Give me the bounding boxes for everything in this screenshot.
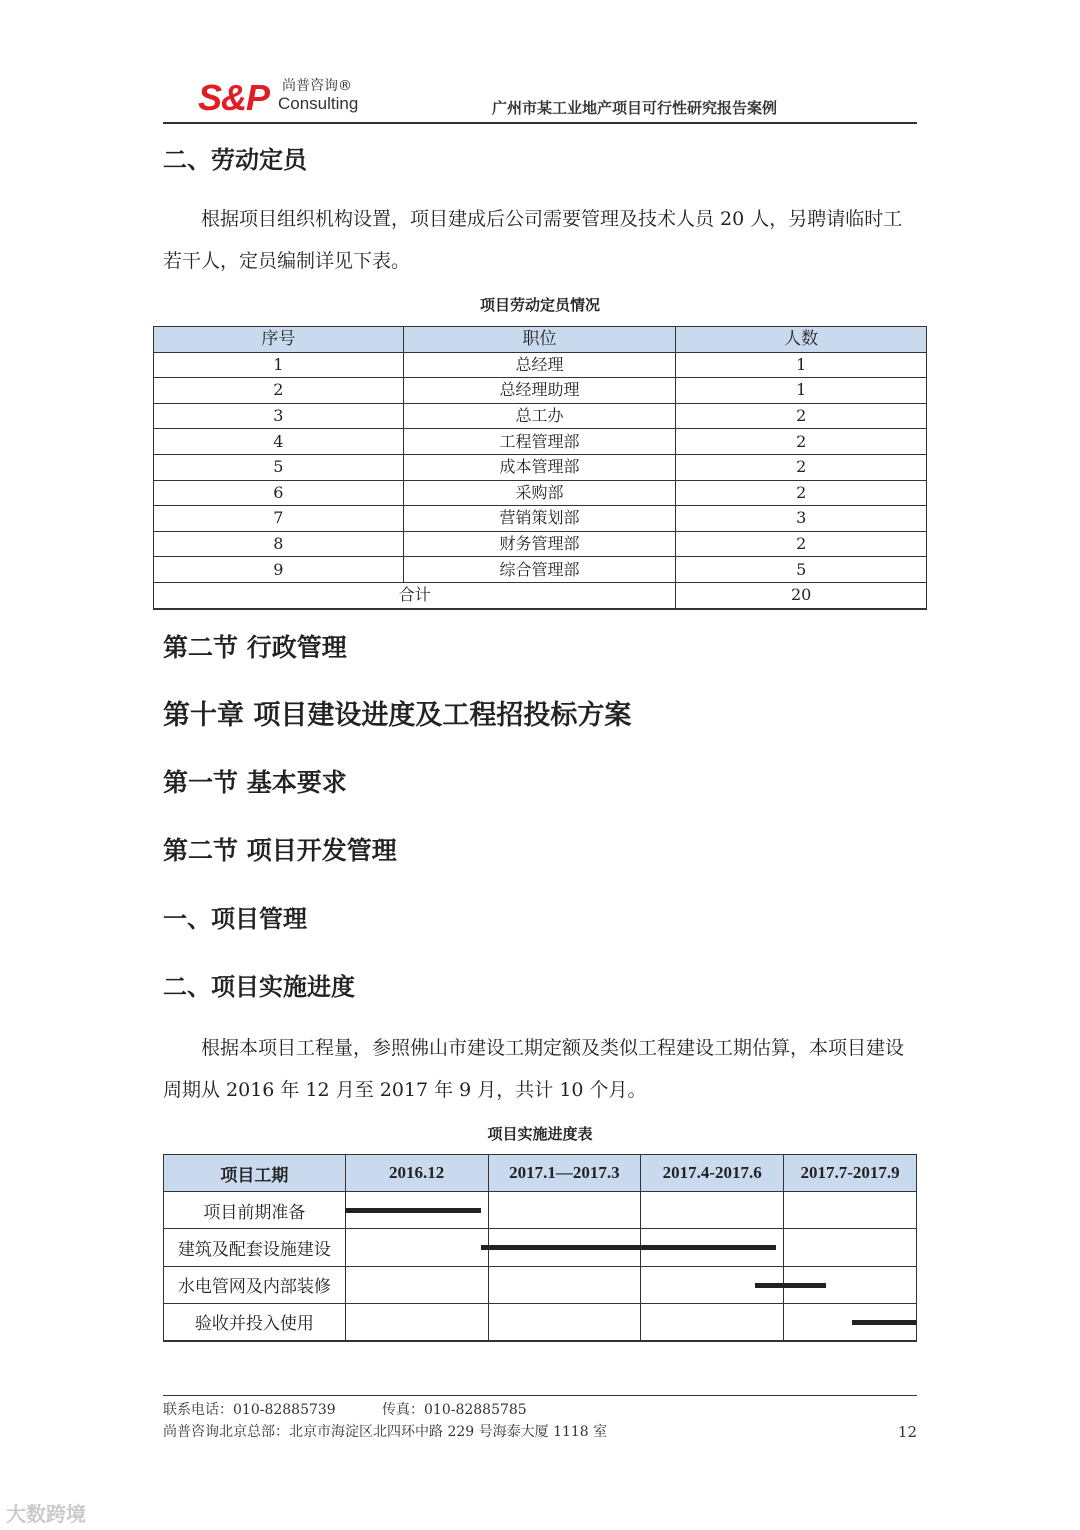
heading-chapter-10: 第十章 项目建设进度及工程招投标方案 <box>163 700 632 731</box>
heading-project-dev: 第二节 项目开发管理 <box>163 836 397 865</box>
gantt-bar <box>345 1208 481 1213</box>
gantt-bar <box>755 1283 826 1288</box>
footer-phone: 联系电话：010-82885739 <box>163 1402 336 1418</box>
table-row <box>154 506 927 532</box>
task-name: 水电管网及内部装修 <box>164 1266 346 1303</box>
footer-address: 尚普咨询北京总部：北京市海淀区北四环中路 229 号海泰大厦 1118 室 <box>163 1424 608 1440</box>
table-row <box>154 454 927 480</box>
col-header-index: 序号 <box>154 327 404 353</box>
gantt-header <box>164 1155 917 1192</box>
col-header-period-3: 2017.4-2017.6 <box>641 1155 784 1192</box>
gantt-row <box>164 1303 917 1341</box>
cell-position: 采购部 <box>403 480 676 506</box>
cell-index: 9 <box>154 557 404 583</box>
col-header-phase: 项目工期 <box>164 1155 346 1192</box>
progress-paragraph: 根据本项目工程量，参照佛山市建设工期定额及类似工程建设工期估算，本项目建设周期从 2016 年 12 月至 2017 年 9 月，共计 10 个月。 <box>163 1037 905 1101</box>
task-name: 项目前期准备 <box>164 1192 346 1229</box>
cell-count: 2 <box>676 403 927 429</box>
total-value: 20 <box>676 582 927 608</box>
header-divider <box>163 122 917 124</box>
cell-index: 6 <box>154 480 404 506</box>
heading-admin: 第二节 行政管理 <box>163 633 347 662</box>
cell-count: 2 <box>676 531 927 557</box>
col-header-period-1: 2016.12 <box>345 1155 488 1192</box>
logo: S&P <box>198 77 270 118</box>
col-header-period-2: 2017.1—2017.3 <box>488 1155 641 1192</box>
table-row <box>154 352 927 378</box>
cell-count: 1 <box>676 378 927 404</box>
watermark: 大数跨境 <box>6 1502 86 1526</box>
table-row <box>154 480 927 506</box>
gantt-row <box>164 1192 917 1229</box>
cell-count: 2 <box>676 454 927 480</box>
task-name: 建筑及配套设施建设 <box>164 1229 346 1266</box>
table-row <box>154 557 927 583</box>
task-name: 验收并投入使用 <box>164 1303 346 1341</box>
staffing-table-caption: 项目劳动定员情况 <box>479 296 600 314</box>
cell-position: 总经理助理 <box>403 378 676 404</box>
cell-position: 工程管理部 <box>403 429 676 455</box>
cell-count: 3 <box>676 506 927 532</box>
cell-count: 2 <box>676 429 927 455</box>
table-row <box>154 403 927 429</box>
progress-table-caption: 项目实施进度表 <box>487 1125 593 1143</box>
cell-index: 1 <box>154 352 404 378</box>
col-header-period-4: 2017.7-2017.9 <box>784 1155 917 1192</box>
logo-en-text: Consulting <box>278 94 359 113</box>
page-number: 12 <box>897 1423 917 1441</box>
col-header-count: 人数 <box>676 327 927 353</box>
staffing-table <box>153 326 927 610</box>
gantt-bar <box>852 1320 916 1325</box>
cell-index: 3 <box>154 403 404 429</box>
logo-cn-text: 尚普咨询® <box>282 78 352 94</box>
cell-index: 8 <box>154 531 404 557</box>
cell-count: 2 <box>676 480 927 506</box>
col-header-position: 职位 <box>403 327 676 353</box>
staffing-paragraph: 根据项目组织机构设置，项目建成后公司需要管理及技术人员 20 人，另聘请临时工若干人，定员编制详见下表。 <box>163 208 903 272</box>
table-row <box>154 378 927 404</box>
heading-project-mgmt: 一、项目管理 <box>163 905 307 933</box>
cell-position: 财务管理部 <box>403 531 676 557</box>
total-label: 合计 <box>154 582 676 608</box>
footer-fax: 传真：010-82885785 <box>382 1402 527 1418</box>
cell-position: 综合管理部 <box>403 557 676 583</box>
footer-divider <box>163 1395 917 1396</box>
gantt-bar <box>481 1245 777 1250</box>
heading-staffing: 二、劳动定员 <box>163 146 307 174</box>
cell-index: 5 <box>154 454 404 480</box>
document-title: 广州市某工业地产项目可行性研究报告案例 <box>491 99 777 117</box>
staffing-table-header <box>154 327 927 353</box>
table-total-row <box>154 582 927 608</box>
cell-position: 总经理 <box>403 352 676 378</box>
cell-index: 4 <box>154 429 404 455</box>
cell-index: 2 <box>154 378 404 404</box>
cell-position: 总工办 <box>403 403 676 429</box>
cell-position: 成本管理部 <box>403 454 676 480</box>
cell-count: 5 <box>676 557 927 583</box>
heading-basic-requirements: 第一节 基本要求 <box>163 768 347 797</box>
table-row <box>154 429 927 455</box>
cell-count: 1 <box>676 352 927 378</box>
table-row <box>154 531 927 557</box>
heading-progress: 二、项目实施进度 <box>163 973 355 1001</box>
cell-index: 7 <box>154 506 404 532</box>
cell-position: 营销策划部 <box>403 506 676 532</box>
